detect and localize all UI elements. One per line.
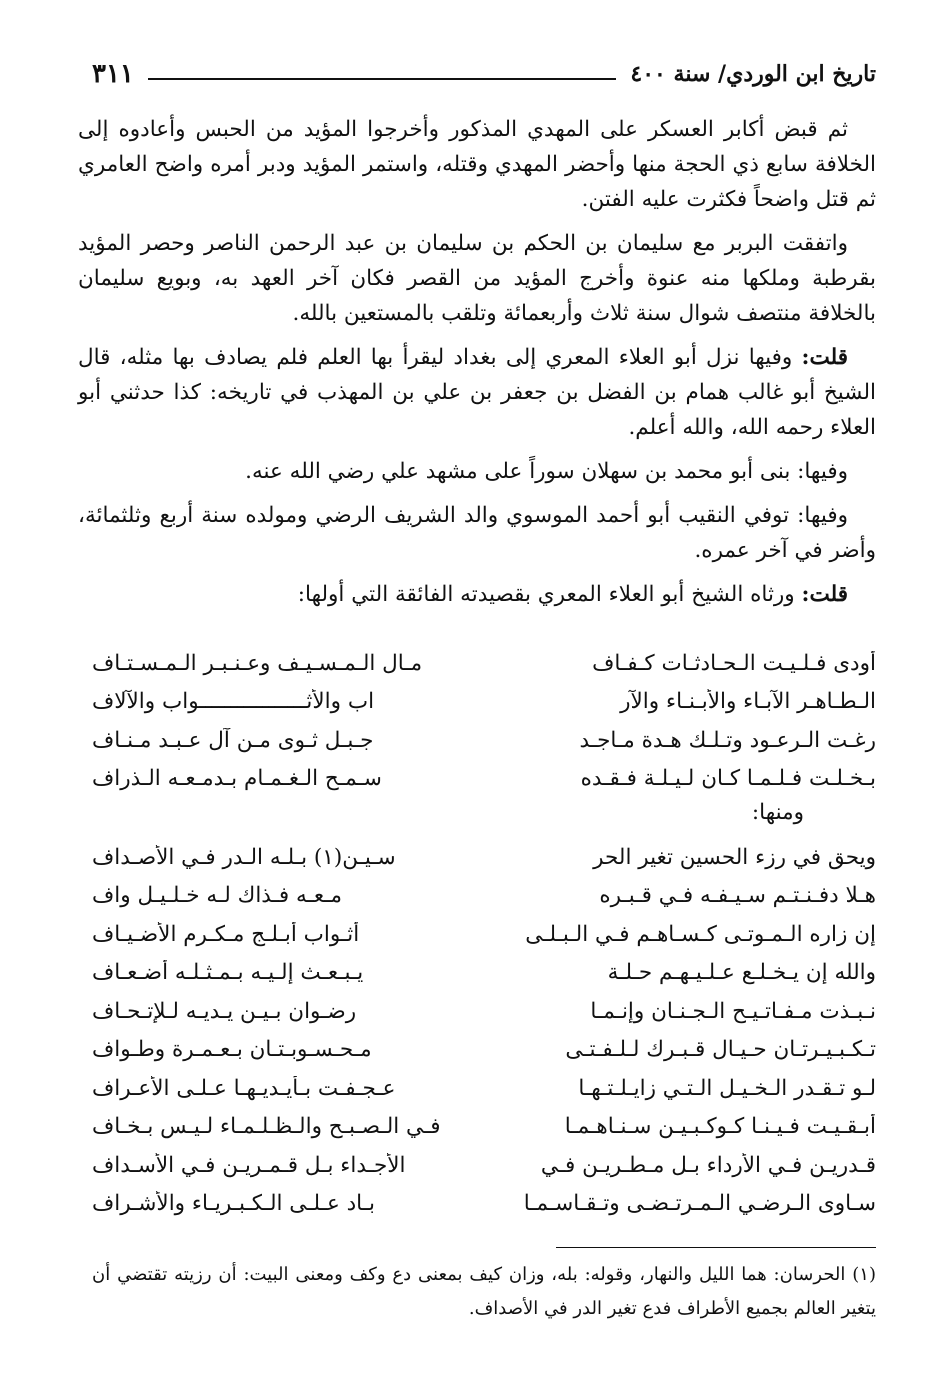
- second-hemistich: مـعـه فـذاك لـه خـلـيـل واف: [92, 883, 343, 909]
- paragraph-text: واتفقت البربر مع سليمان بن الحكم بن سليمان بن عبد الرحمن الناصر وحصر المؤيد بقرطبة وملكها منه عنوة وأخرج المؤيد من القصر فكان آخر العهد به، وبويع سليمان بالخلافة منتصف شوال سنة ثلاث وأربعمائة وتلقب بالمستعين بالله.: [78, 231, 876, 326]
- qultu-label: قلت:: [801, 582, 848, 607]
- first-hemistich: الـطـاهـر الآبـاء والأبـنـاء والآر: [620, 689, 876, 715]
- verse-row: [92, 838, 876, 877]
- verse-row: [92, 1146, 876, 1185]
- verse-row: [92, 915, 876, 954]
- paragraph-text: وفيها: بنى أبو محمد بن سهلان سوراً على مشهد علي رضي الله عنه.: [245, 459, 848, 484]
- second-hemistich: فـي الـصـبـح والـظـلـمـاء لـيـس بـخـاف: [92, 1114, 441, 1140]
- footnote-text: (١) الحرسان: هما الليل والنهار، وقوله: بله، وزان كيف بمعنى دع وكف ومعنى البيت: أن رزيته تقتضي أن يتغير العالم بجميع الأطراف فدع تغير الدر في الأصداف.: [92, 1264, 876, 1319]
- poem-section-label: ومنها:: [751, 800, 804, 825]
- verse-row: [92, 1069, 876, 1108]
- second-hemistich: رضـوان بـيـن يـديـه لـلإتـحـاف: [92, 998, 357, 1024]
- header-rule: [148, 78, 617, 80]
- first-hemistich: رغـت الـرعـود وتـلـك هـدة مـاجـد: [579, 727, 876, 753]
- verse-row: [92, 683, 876, 722]
- verse-row: [92, 760, 876, 799]
- paragraph-3: [78, 340, 876, 445]
- verse-row: [92, 1185, 876, 1224]
- first-hemistich: هـلا دفـنـتـم سـيـفـه فـي قـبـره: [599, 883, 876, 909]
- second-hemistich: سـمـح الـغـمـام بـدمـعـه الـذراف: [92, 766, 382, 792]
- paragraph-1: [78, 112, 876, 217]
- first-hemistich: نـبـذت مـفـاتـيـح الـجـنـان وإنـمـا: [590, 998, 876, 1024]
- running-title: تاريخ ابن الوردي/ سنة ٤٠٠: [630, 61, 876, 87]
- paragraph-5: [78, 498, 876, 568]
- paragraph-text: ثم قبض أكابر العسكر على المهدي المذكور وأخرجوا المؤيد من الحبس وأعادوه إلى الخلافة سابع ذي الحجة منها وأحضر المهدي وقتله، واستمر المؤيد ودبر أمره واضح العامري ثم قتل واضحاً فكثرت عليه الفتن.: [78, 117, 876, 212]
- verse-row: [92, 1108, 876, 1147]
- first-hemistich: بـخـلـت فـلـمـا كـان لـيـلـة فـقـده: [580, 766, 876, 792]
- verse-row: [92, 1031, 876, 1070]
- page-number: ٣١١: [92, 59, 134, 89]
- first-hemistich: سـاوى الـرضـي الـمـرتـضـى وتـقـاسـمـا: [523, 1191, 876, 1217]
- first-hemistich: أودى فـلـيـت الـحـادثـات كـفـاف: [592, 650, 876, 676]
- first-hemistich: إن زاره الـمـوتـى كـسـاهـم فـي الـبـلـى: [525, 921, 876, 947]
- poem-second-part: [92, 838, 876, 1223]
- footnote-separator: [556, 1247, 876, 1248]
- main-text: [78, 112, 876, 621]
- qultu-label: قلت:: [801, 345, 848, 370]
- second-hemistich: سـيـن(١) بـلـه الـدر فـي الأصـداف: [92, 844, 396, 870]
- paragraph-text: ورثاه الشيخ أبو العلاء المعري بقصيدته الفائقة التي أولها:: [297, 582, 795, 607]
- verse-row: [92, 721, 876, 760]
- first-hemistich: والله إن يـخـلـع عـلـيـهـم حـلـة: [607, 960, 876, 986]
- second-hemistich: أثـواب أبـلـج مـكـرم الأضـيـاف: [92, 921, 360, 947]
- second-hemistich: مـحـسـوبـتـان بـعـمـرة وطـواف: [92, 1037, 372, 1063]
- paragraph-4: [78, 454, 876, 489]
- second-hemistich: يـبـعـث إلـيـه بـمـثـلـه أضـعـاف: [92, 960, 364, 986]
- second-hemistich: الأجـداء بـل قـمـريـن فـي الأسـداف: [92, 1152, 406, 1178]
- paragraph-2: [78, 226, 876, 331]
- first-hemistich: تـكـبـيـرتـان حـيـال قـبـرك لـلـفـتـى: [565, 1037, 876, 1063]
- first-hemistich: قـدريـن فـي الأرداء بـل مـطـريـن فـي: [540, 1152, 876, 1178]
- paragraph-text: وفيها نزل أبو العلاء المعري إلى بغداد ليقرأ بها العلم فلم يصادف بها مثله، قال الشيخ أبو غالب همام بن الفضل بن جعفر بن علي بن المهذب في تاريخه: كذا حدثني أبو العلاء رحمه الله، والله أعلم.: [78, 345, 876, 440]
- verse-row: [92, 877, 876, 916]
- running-header: [92, 54, 876, 94]
- first-hemistich: ويحق في رزء الحسين تغير الحر: [593, 844, 876, 870]
- footnote: [92, 1258, 876, 1326]
- first-hemistich: لـو تـقـدر الـخـيـل الـتـي زايـلـتـهـا: [578, 1075, 876, 1101]
- first-hemistich: أبـقـيـت فـيـنـا كـوكـبـيـن سـنـاهـمـا: [564, 1114, 876, 1140]
- second-hemistich: جـبـل ثـوى مـن آل عـبـد مـنـاف: [92, 727, 374, 753]
- poem-first-part: [92, 644, 876, 798]
- paragraph-text: وفيها: توفي النقيب أبو أحمد الموسوي والد الشريف الرضي ومولده سنة أربع وثلثمائة، وأضر في آخر عمره.: [78, 503, 876, 563]
- verse-row: [92, 644, 876, 683]
- paragraph-6: [78, 577, 876, 612]
- verse-row: [92, 954, 876, 993]
- verse-row: [92, 992, 876, 1031]
- second-hemistich: مـال الـمـسـيـف وعـنـبـر الـمـسـتـاف: [92, 650, 423, 676]
- second-hemistich: بـاد عـلـى الـكـبـريـاء والأشـراف: [92, 1191, 376, 1217]
- second-hemistich: اب والأثـــــــــــــــــواب والآلاف: [92, 689, 375, 715]
- second-hemistich: عـجـفـت بـأيـديـهـا عـلـى الأعـراف: [92, 1075, 396, 1101]
